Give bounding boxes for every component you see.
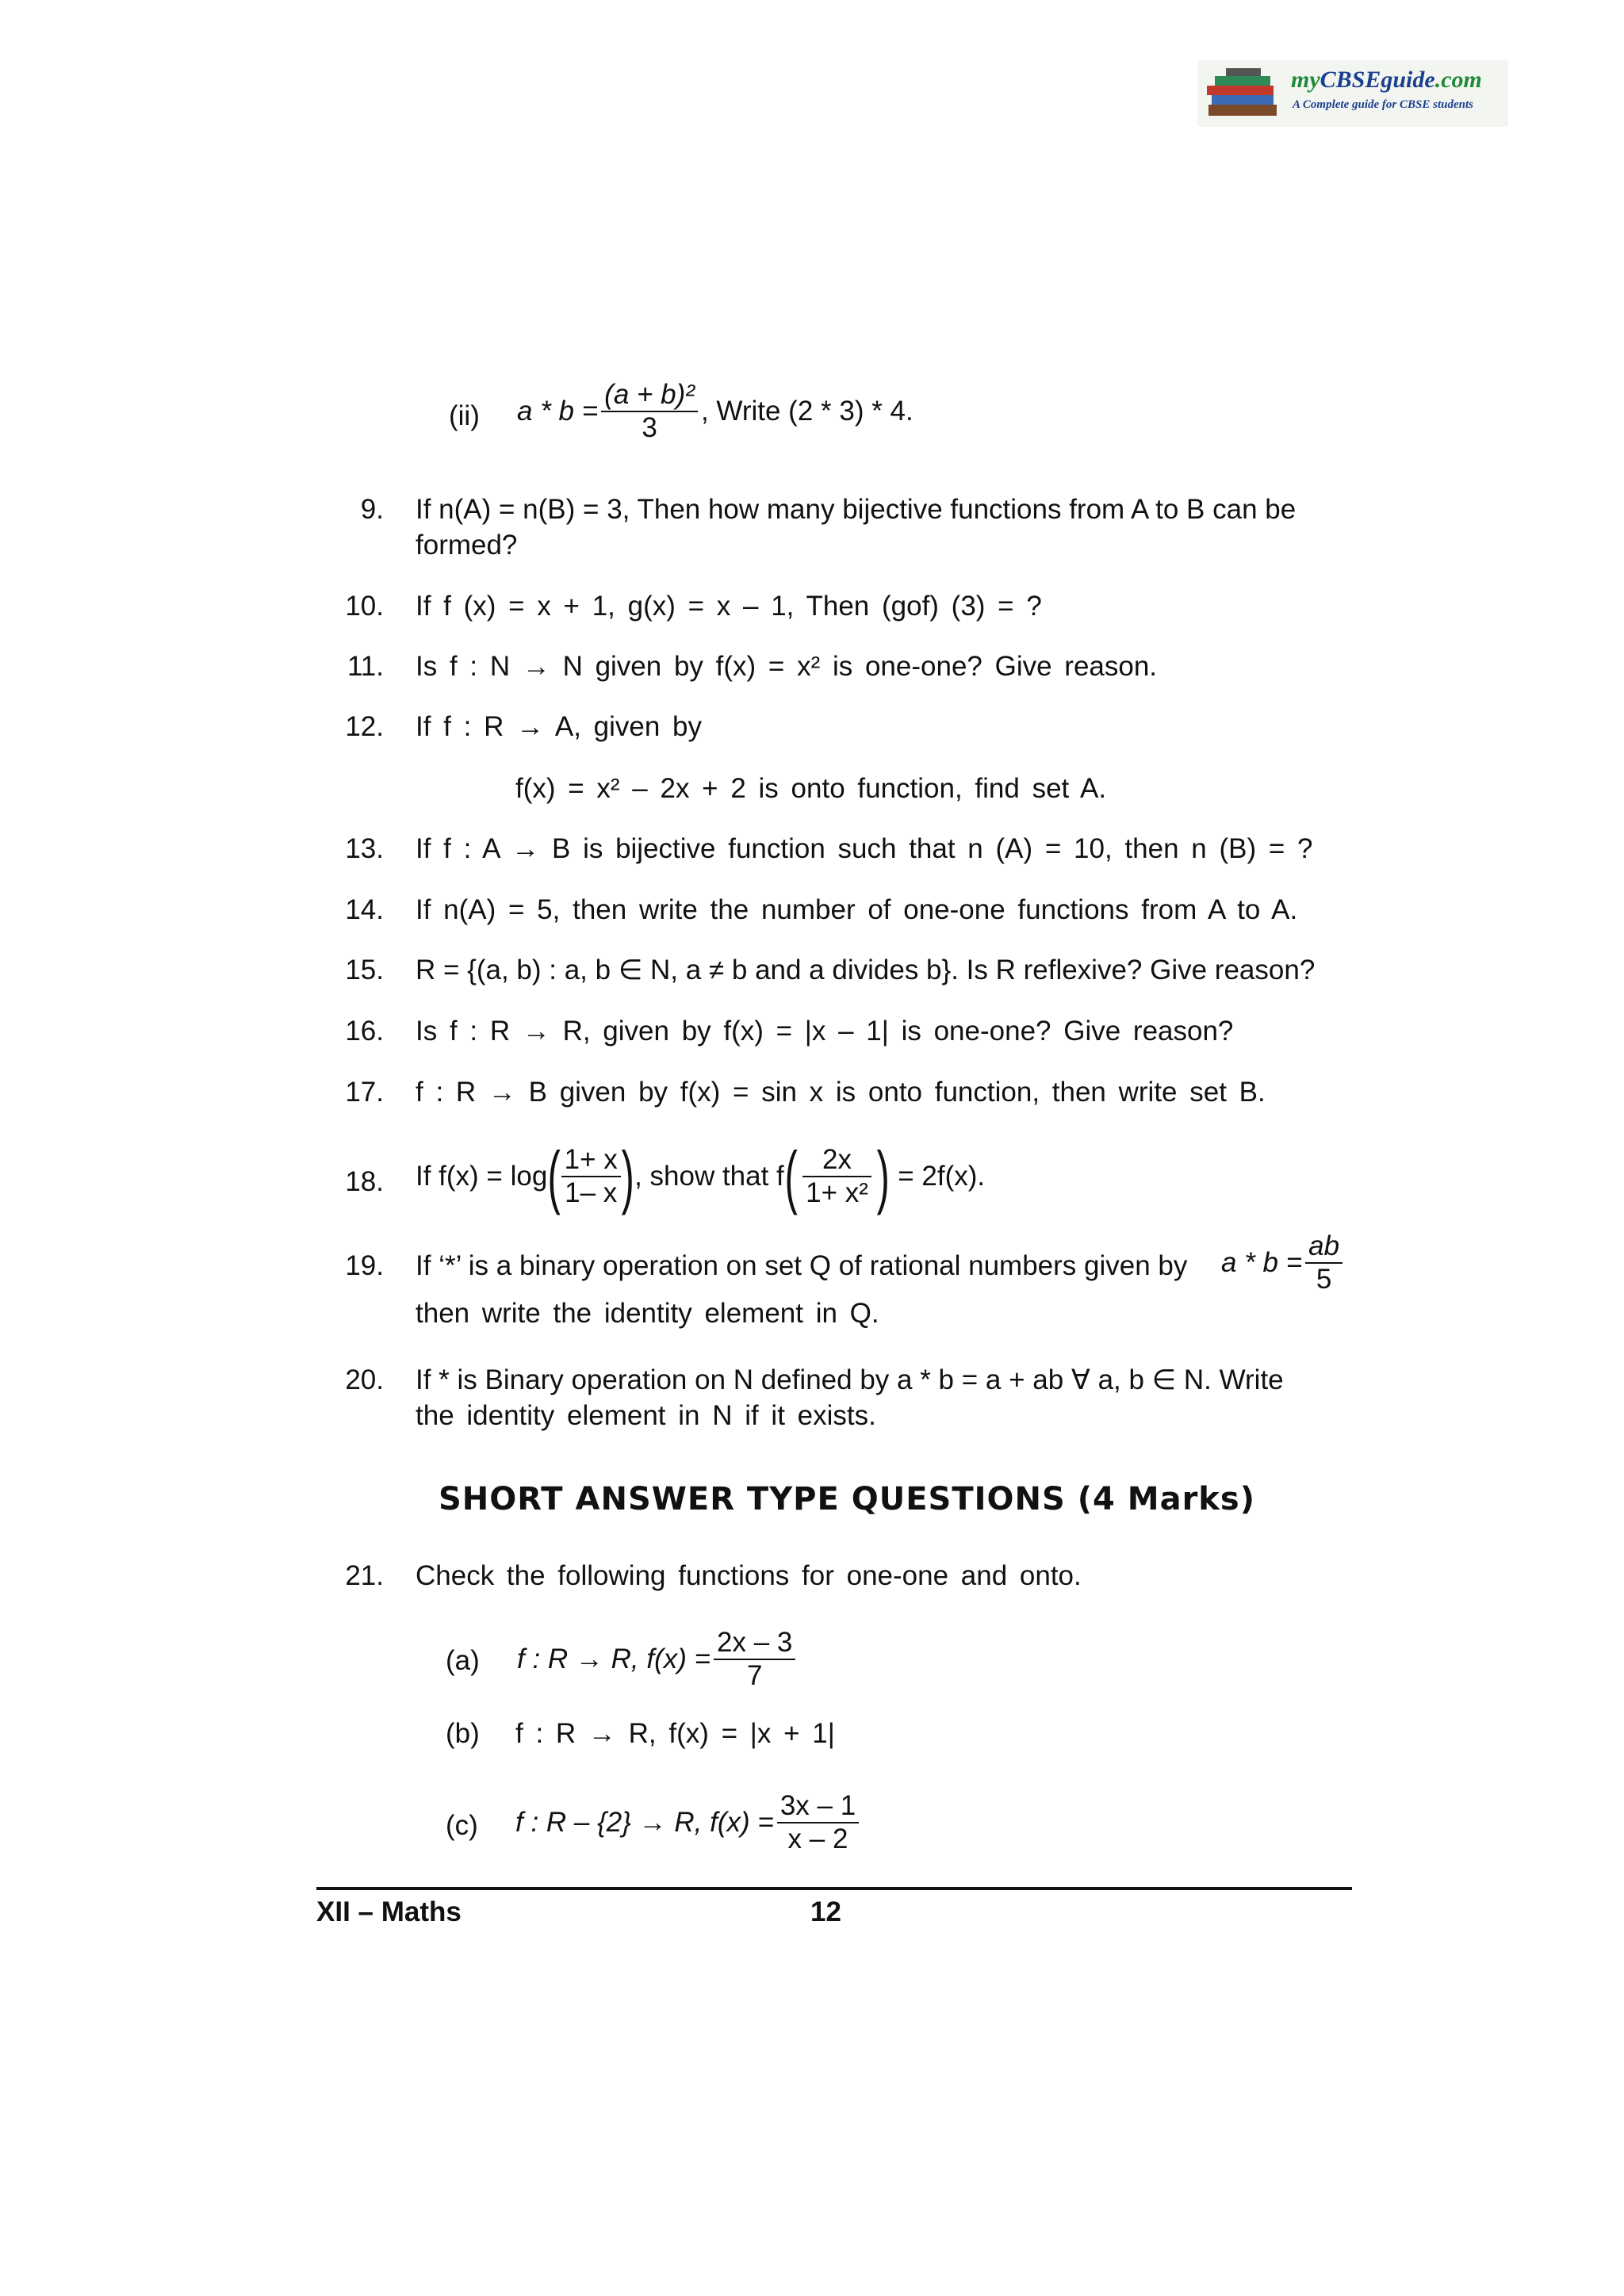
q18-f2-denominator: 1+ x² — [806, 1177, 868, 1208]
q16-number: 16. — [345, 1016, 384, 1047]
q21-c-numerator: 3x – 1 — [777, 1790, 859, 1823]
q10-number: 10. — [345, 591, 384, 622]
q11-number: 11. — [347, 651, 384, 682]
q21-c-expression — [515, 1790, 862, 1855]
q8-ii-expression — [517, 379, 914, 444]
q14-text: If n(A) = 5, then write the number of one-one functions from A to A. — [416, 894, 1298, 925]
q12-line2: f(x) = x² – 2x + 2 is onto function, find set A. — [515, 773, 1107, 804]
q20-line2: the identity element in N if it exists. — [416, 1400, 876, 1431]
q18-pre: If f(x) = log — [416, 1161, 548, 1192]
q18-f1-denominator: 1– x — [565, 1177, 618, 1208]
q18-f2-numerator: 2x — [802, 1144, 871, 1177]
q9-line2: formed? — [416, 530, 518, 561]
q19-denominator: 5 — [1316, 1264, 1332, 1295]
q19-number: 19. — [345, 1250, 384, 1281]
q19-line1: If ‘*’ is a binary operation on set Q of rational numbers given by — [416, 1250, 1188, 1281]
right-paren: ) — [621, 1137, 634, 1215]
q13-text: If f : A → B is bijective function such that n (A) = 10, then n (B) = ? — [416, 833, 1313, 864]
q18-fraction-1 — [561, 1144, 621, 1209]
q17-number: 17. — [345, 1077, 384, 1108]
q21-c-label: (c) — [446, 1810, 478, 1841]
q12-number: 12. — [345, 711, 384, 742]
q12-text: If f : R → A, given by — [416, 711, 703, 742]
q21-a-expression — [517, 1627, 799, 1692]
q21-a-fraction — [714, 1627, 795, 1692]
q8-ii-label: (ii) — [449, 400, 480, 431]
q20-number: 20. — [345, 1364, 384, 1395]
logo-brand: myCBSEguide.com — [1291, 67, 1482, 93]
q21-c-denominator: x – 2 — [787, 1823, 848, 1854]
q15-number: 15. — [345, 955, 384, 985]
q8-ii-denominator: 3 — [642, 412, 657, 443]
q8-ii-tail: , Write (2 * 3) * 4. — [700, 396, 914, 427]
right-paren: ) — [876, 1137, 890, 1215]
q18-mid: , show that f — [634, 1161, 784, 1192]
q18-number: 18. — [345, 1166, 384, 1197]
q19-fraction — [1305, 1230, 1342, 1295]
left-paren: ( — [784, 1137, 798, 1215]
q21-c-fraction — [777, 1790, 859, 1855]
q13-number: 13. — [345, 833, 384, 864]
q19-numerator: ab — [1305, 1230, 1342, 1264]
q9-line1: If n(A) = n(B) = 3, Then how many bijective functions from A to B can be — [416, 494, 1297, 525]
q18-expression — [416, 1137, 986, 1215]
q11-text: Is f : N → N given by f(x) = x² is one-one? Give reason. — [416, 651, 1158, 682]
q21-a-denominator: 7 — [746, 1660, 763, 1691]
q21-a-lhs: f : R → R, f(x) = — [517, 1644, 711, 1674]
left-paren: ( — [547, 1137, 561, 1215]
logo-tagline: A Complete guide for CBSE students — [1293, 98, 1473, 111]
q21-number: 21. — [345, 1560, 384, 1591]
footer-rule — [316, 1887, 1352, 1890]
site-logo — [1197, 60, 1508, 127]
q21-b-text: f : R → R, f(x) = |x + 1| — [515, 1718, 835, 1749]
q16-text: Is f : R → R, given by f(x) = |x – 1| is one-one? Give reason? — [416, 1016, 1234, 1047]
q21-b-label: (b) — [446, 1718, 480, 1749]
q10-text: If f (x) = x + 1, g(x) = x – 1, Then (gof) (3) = ? — [416, 591, 1042, 622]
footer-subject: XII – Maths — [316, 1896, 462, 1927]
q21-a-numerator: 2x – 3 — [714, 1627, 795, 1660]
q21-a-label: (a) — [446, 1645, 480, 1676]
q18-fraction-2 — [802, 1144, 871, 1209]
q21-text: Check the following functions for one-one and onto. — [416, 1560, 1082, 1591]
q18-post: = 2f(x). — [898, 1161, 986, 1192]
q18-f1-numerator: 1+ x — [561, 1144, 621, 1177]
q17-text: f : R → B given by f(x) = sin x is onto function, then write set B. — [416, 1077, 1266, 1108]
q21-c-lhs: f : R – {2} → R, f(x) = — [515, 1807, 774, 1838]
books-icon — [1204, 67, 1283, 121]
q20-line1: If * is Binary operation on N defined by a * b = a + ab ∀ a, b ∈ N. Write — [416, 1364, 1284, 1395]
q19-expression — [1221, 1230, 1346, 1295]
q9-number: 9. — [360, 494, 384, 525]
q8-ii-numerator: (a + b)² — [601, 379, 698, 412]
q14-number: 14. — [345, 894, 384, 925]
q8-ii-lhs: a * b = — [517, 396, 599, 427]
page-number: 12 — [810, 1896, 841, 1927]
q8-ii-fraction — [601, 379, 698, 444]
q15-text: R = {(a, b) : a, b ∈ N, a ≠ b and a divides b}. Is R reflexive? Give reason? — [416, 955, 1316, 985]
q19-line2: then write the identity element in Q. — [416, 1298, 879, 1329]
section-heading: SHORT ANSWER TYPE QUESTIONS (4 Marks) — [439, 1481, 1255, 1517]
q19-lhs: a * b = — [1221, 1247, 1303, 1278]
